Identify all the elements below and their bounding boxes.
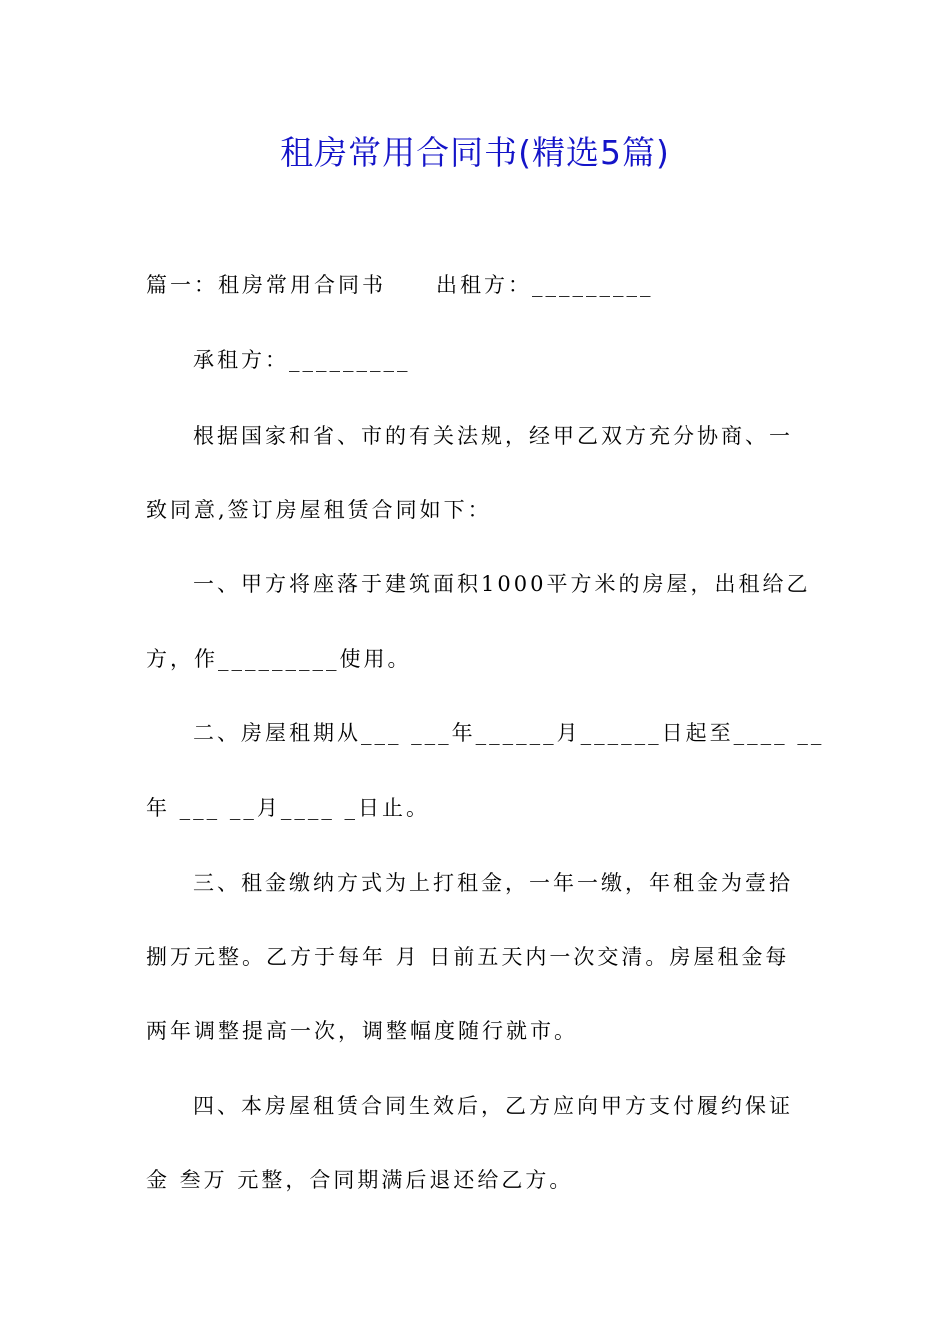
clause-3-line: 捌万元整。乙方于每年 月 日前五天内一次交清。房屋租金每	[146, 945, 790, 969]
lessee-field: 承租方：_________	[193, 348, 411, 372]
clause-3-line: 两年调整提高一次，调整幅度随行就市。	[146, 1019, 578, 1043]
clause-1-line: 一、甲方将座落于建筑面积1000平方米的房屋，出租给乙	[193, 572, 811, 596]
lessor-field: 出租方：_________	[436, 273, 654, 297]
clause-4-line: 金 叁万 元整，合同期满后退还给乙方。	[146, 1168, 574, 1192]
clause-2-line: 二、房屋租期从___ ___年______月______日起至____ __	[193, 721, 825, 745]
clause-1-line: 方，作_________使用。	[146, 647, 412, 671]
clause-2-line: 年 ___ __月____ _日止。	[146, 796, 431, 820]
clause-4-line: 四、本房屋租赁合同生效后，乙方应向甲方支付履约保证	[193, 1094, 793, 1118]
section-heading-row	[146, 270, 654, 300]
paragraph-line: 致同意,签订房屋租赁合同如下：	[146, 498, 492, 522]
clause-3-line: 三、租金缴纳方式为上打租金，一年一缴，年租金为壹拾	[193, 871, 793, 895]
document-title: 租房常用合同书(精选5篇)	[280, 133, 670, 172]
section-heading: 篇一：租房常用合同书	[146, 273, 386, 297]
paragraph-line: 根据国家和省、市的有关法规，经甲乙双方充分协商、一	[193, 424, 793, 448]
